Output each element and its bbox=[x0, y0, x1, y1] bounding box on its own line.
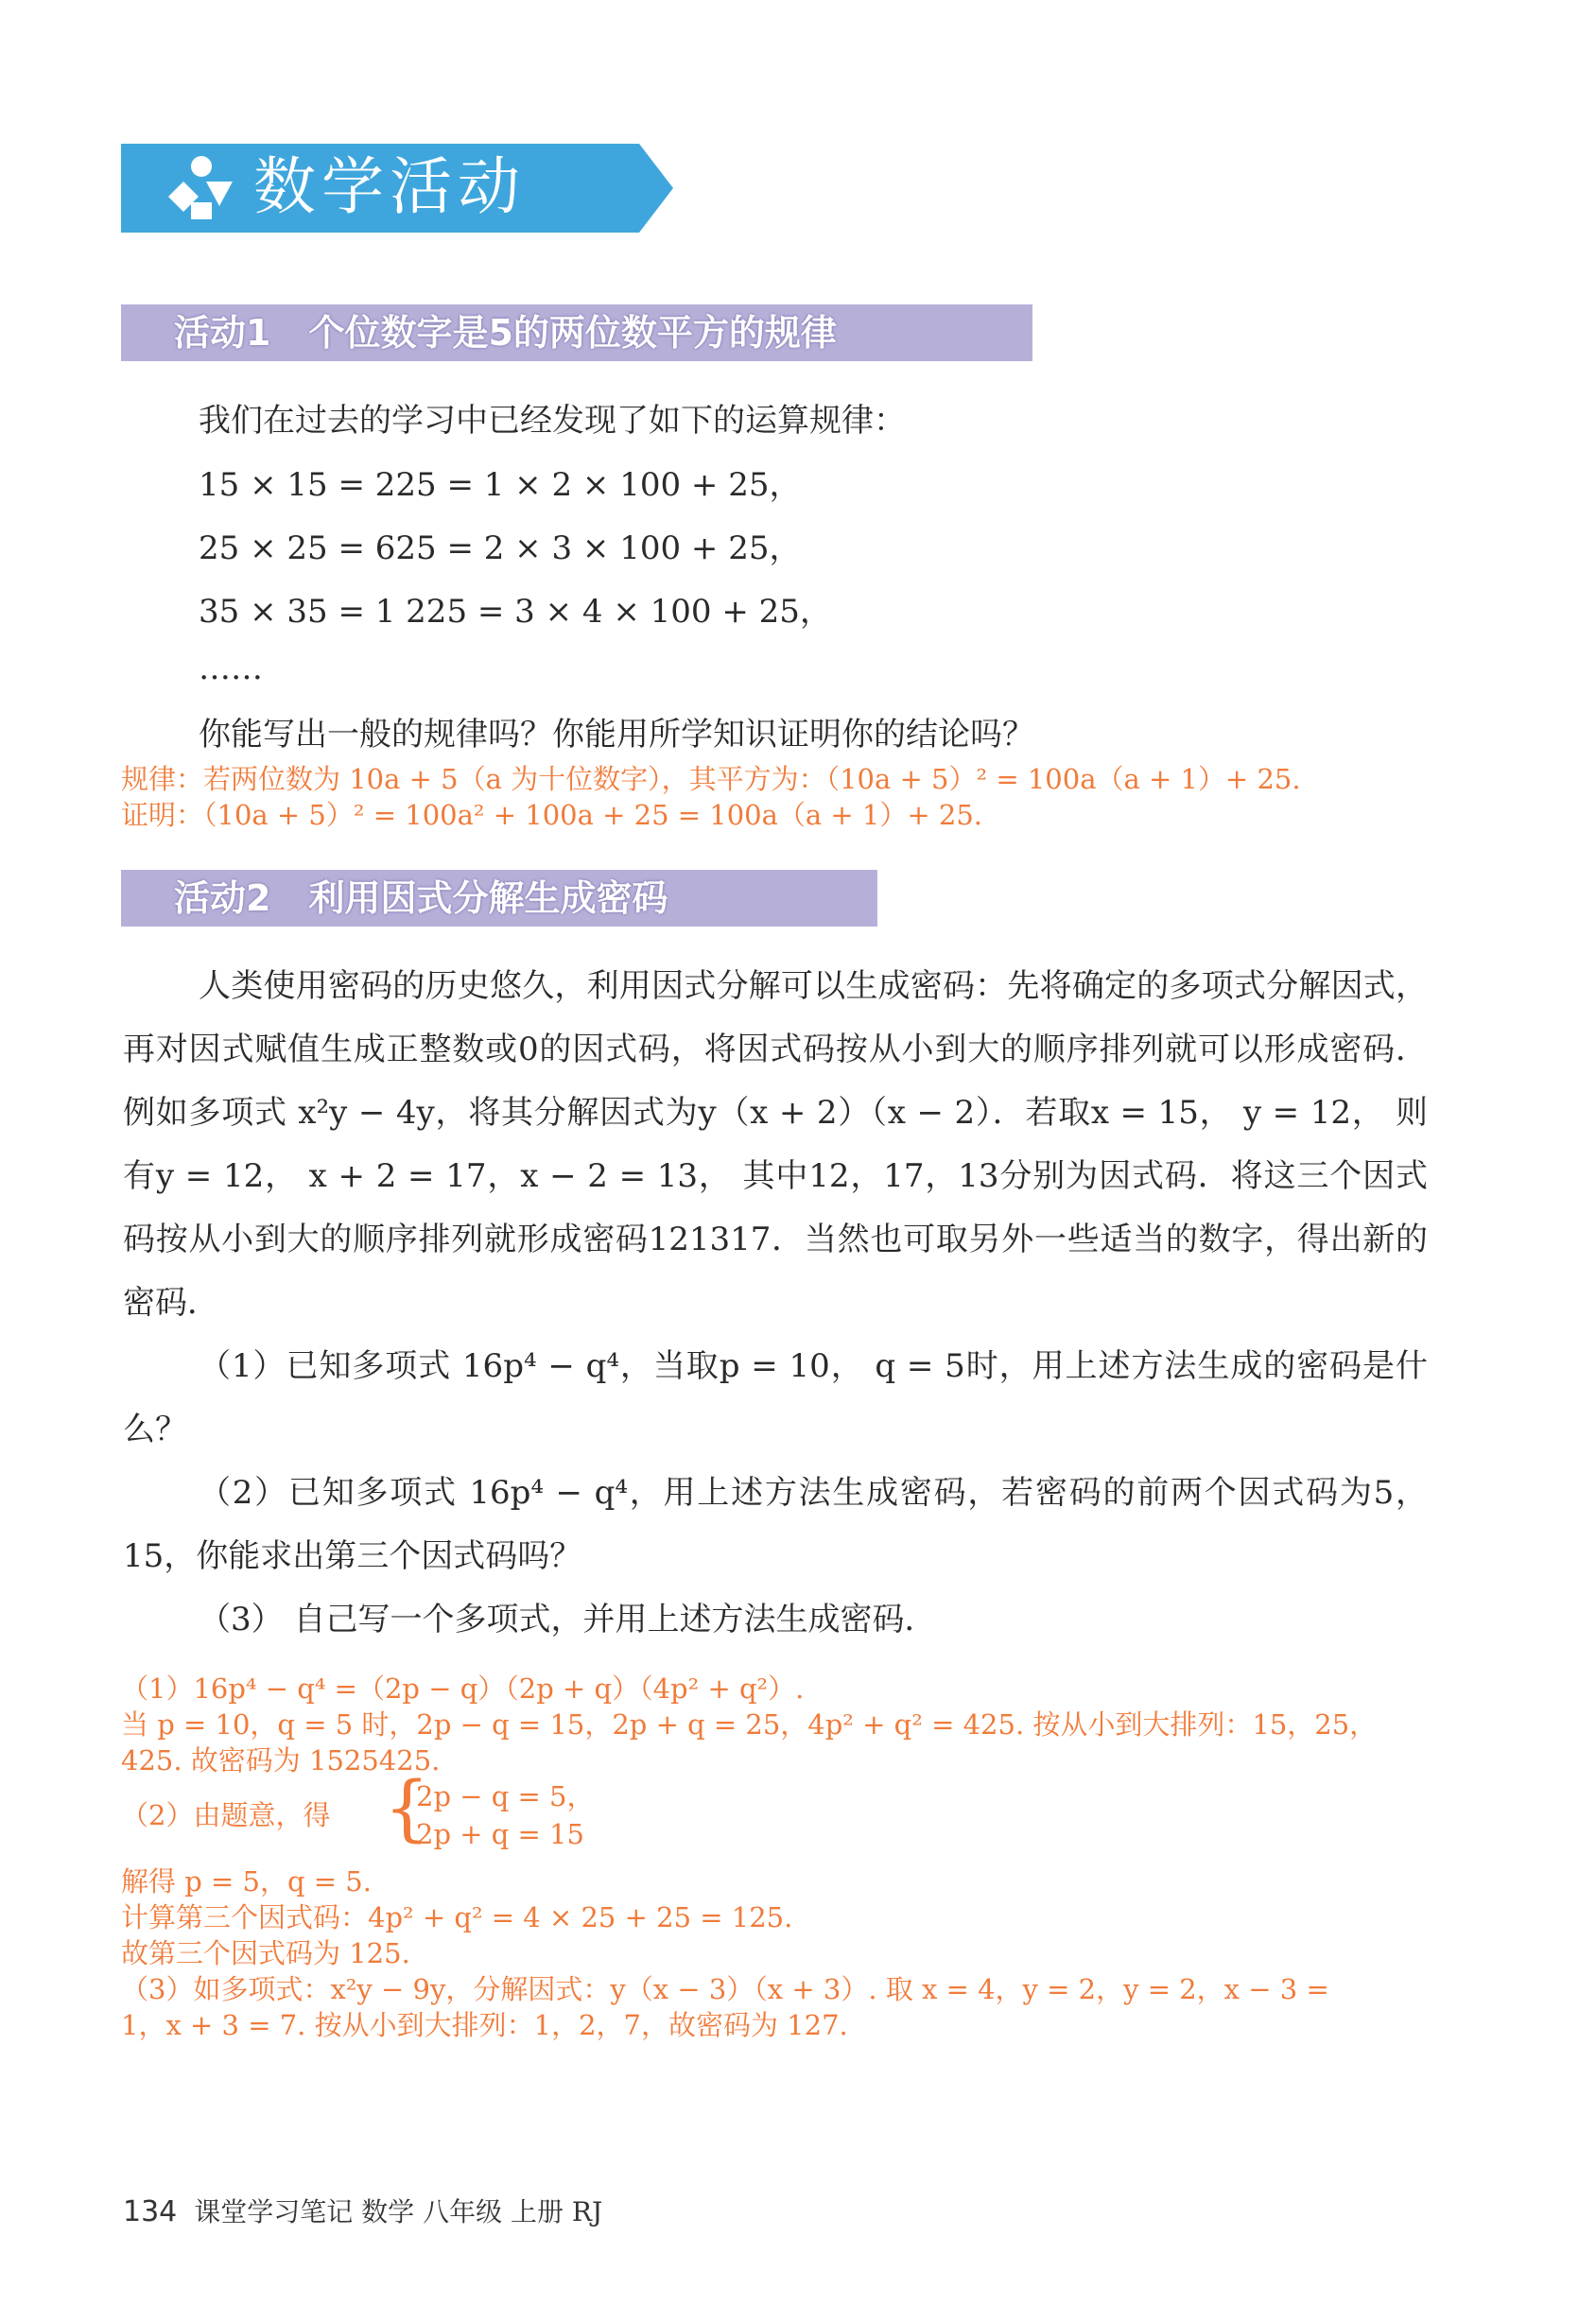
book-info: 课堂学习笔记 数学 八年级 上册 RJ bbox=[194, 2196, 603, 2227]
activity1-answer-proof: 证明：（10a + 5）² = 100a² + 100a + 25 = 100a（a + 1）+ 25. bbox=[121, 799, 983, 831]
answer-2-system-eq-2: 2p + q = 15 bbox=[416, 1818, 584, 1850]
answer-2-line-5: 故第三个因式码为 125. bbox=[121, 1937, 410, 1969]
activity2-question-1: （1）已知多项式 16p⁴ − q⁴，当取p = 10， q = 5时，用上述方法生成的密码是什么？ bbox=[123, 1347, 1428, 1448]
answer-1-line-2: 当 p = 10，q = 5 时，2p − q = 15，2p + q = 25，4p² + q² = 425. 按从小到大排列：15，25， bbox=[121, 1708, 1378, 1741]
activity1-answer-rule: 规律：若两位数为 10a + 5（a 为十位数字），其平方为：（10a + 5）² = 100a（a + 1）+ 25. bbox=[121, 763, 1301, 795]
activity2-body bbox=[123, 955, 1428, 1652]
activity2-paragraph: 人类使用密码的历史悠久，利用因式分解可以生成密码：先将确定的多项式分解因式，再对因式赋值生成正整数或0的因式码，将因式码按从小到大的顺序排列就可以形成密码．例如多项式 x²y − 4y，将其分解因式为y（x + 2）（x − 2）．若取x = 15， y = 12， 则有y = 12， x + 2 = 17，x − 2 = 13， 其中12，17，13分别为因式码．将这三个因式码按从小到大的顺序排列就形成密码121317．当然也可取另外一些适当的数字，得出新的密码． bbox=[123, 967, 1428, 1322]
activity1-question: 你能写出一般的规律吗？你能用所学知识证明你的结论吗？ bbox=[199, 716, 1034, 754]
activity2-question-2: （2）已知多项式 16p⁴ − q⁴，用上述方法生成密码，若密码的前两个因式码为5，15，你能求出第三个因式码吗？ bbox=[123, 1474, 1428, 1575]
activity1-equation-2: 25 × 25 = 625 = 2 × 3 × 100 + 25， bbox=[199, 529, 802, 567]
equation-system-brace: { bbox=[384, 1765, 430, 1849]
answer-2-label: （2）由题意，得 bbox=[121, 1799, 331, 1831]
answer-1-line-1: （1）16p⁴ − q⁴ =（2p − q）（2p + q）（4p² + q²）. bbox=[121, 1672, 805, 1705]
activity1-number: 活动1 bbox=[174, 312, 271, 354]
activity1-header bbox=[121, 304, 1032, 361]
activity1-equation-1: 15 × 15 = 225 = 1 × 2 × 100 + 25， bbox=[199, 466, 802, 504]
answer-2-line-4: 计算第三个因式码：4p² + q² = 4 × 25 + 25 = 125. bbox=[121, 1901, 793, 1933]
activity1-intro: 我们在过去的学习中已经发现了如下的运算规律： bbox=[199, 402, 906, 440]
answer-1-line-3: 425. 故密码为 1525425. bbox=[121, 1744, 441, 1776]
answer-2-system-eq-1: 2p − q = 5， bbox=[416, 1780, 595, 1812]
activity2-header bbox=[121, 870, 877, 927]
answer-3-line-1: （3）如多项式：x²y − 9y，分解因式：y（x − 3）（x + 3）. 取 x = 4，y = 2，y = 2，x − 3 = bbox=[121, 1973, 1329, 2005]
activity2-title: 利用因式分解生成密码 bbox=[308, 877, 668, 919]
activity1-ellipsis: …… bbox=[199, 650, 263, 687]
activity1-title: 个位数字是5的两位数平方的规律 bbox=[308, 312, 837, 354]
banner-arrow-tip bbox=[639, 144, 673, 233]
activity2-number: 活动2 bbox=[174, 877, 271, 919]
activity1-equation-3: 35 × 35 = 1 225 = 3 × 4 × 100 + 25， bbox=[199, 593, 832, 631]
math-activity-icon bbox=[163, 153, 240, 223]
page-title: 数学活动 bbox=[253, 150, 526, 223]
answer-3-line-2: 1，x + 3 = 7. 按从小到大排列：1，2，7，故密码为 127. bbox=[121, 2009, 848, 2041]
activity2-question-3: （3） 自己写一个多项式，并用上述方法生成密码． bbox=[199, 1601, 937, 1638]
answer-2-line-3: 解得 p = 5，q = 5. bbox=[121, 1865, 372, 1898]
page-footer bbox=[123, 2192, 602, 2229]
page-number: 134 bbox=[123, 2195, 178, 2228]
